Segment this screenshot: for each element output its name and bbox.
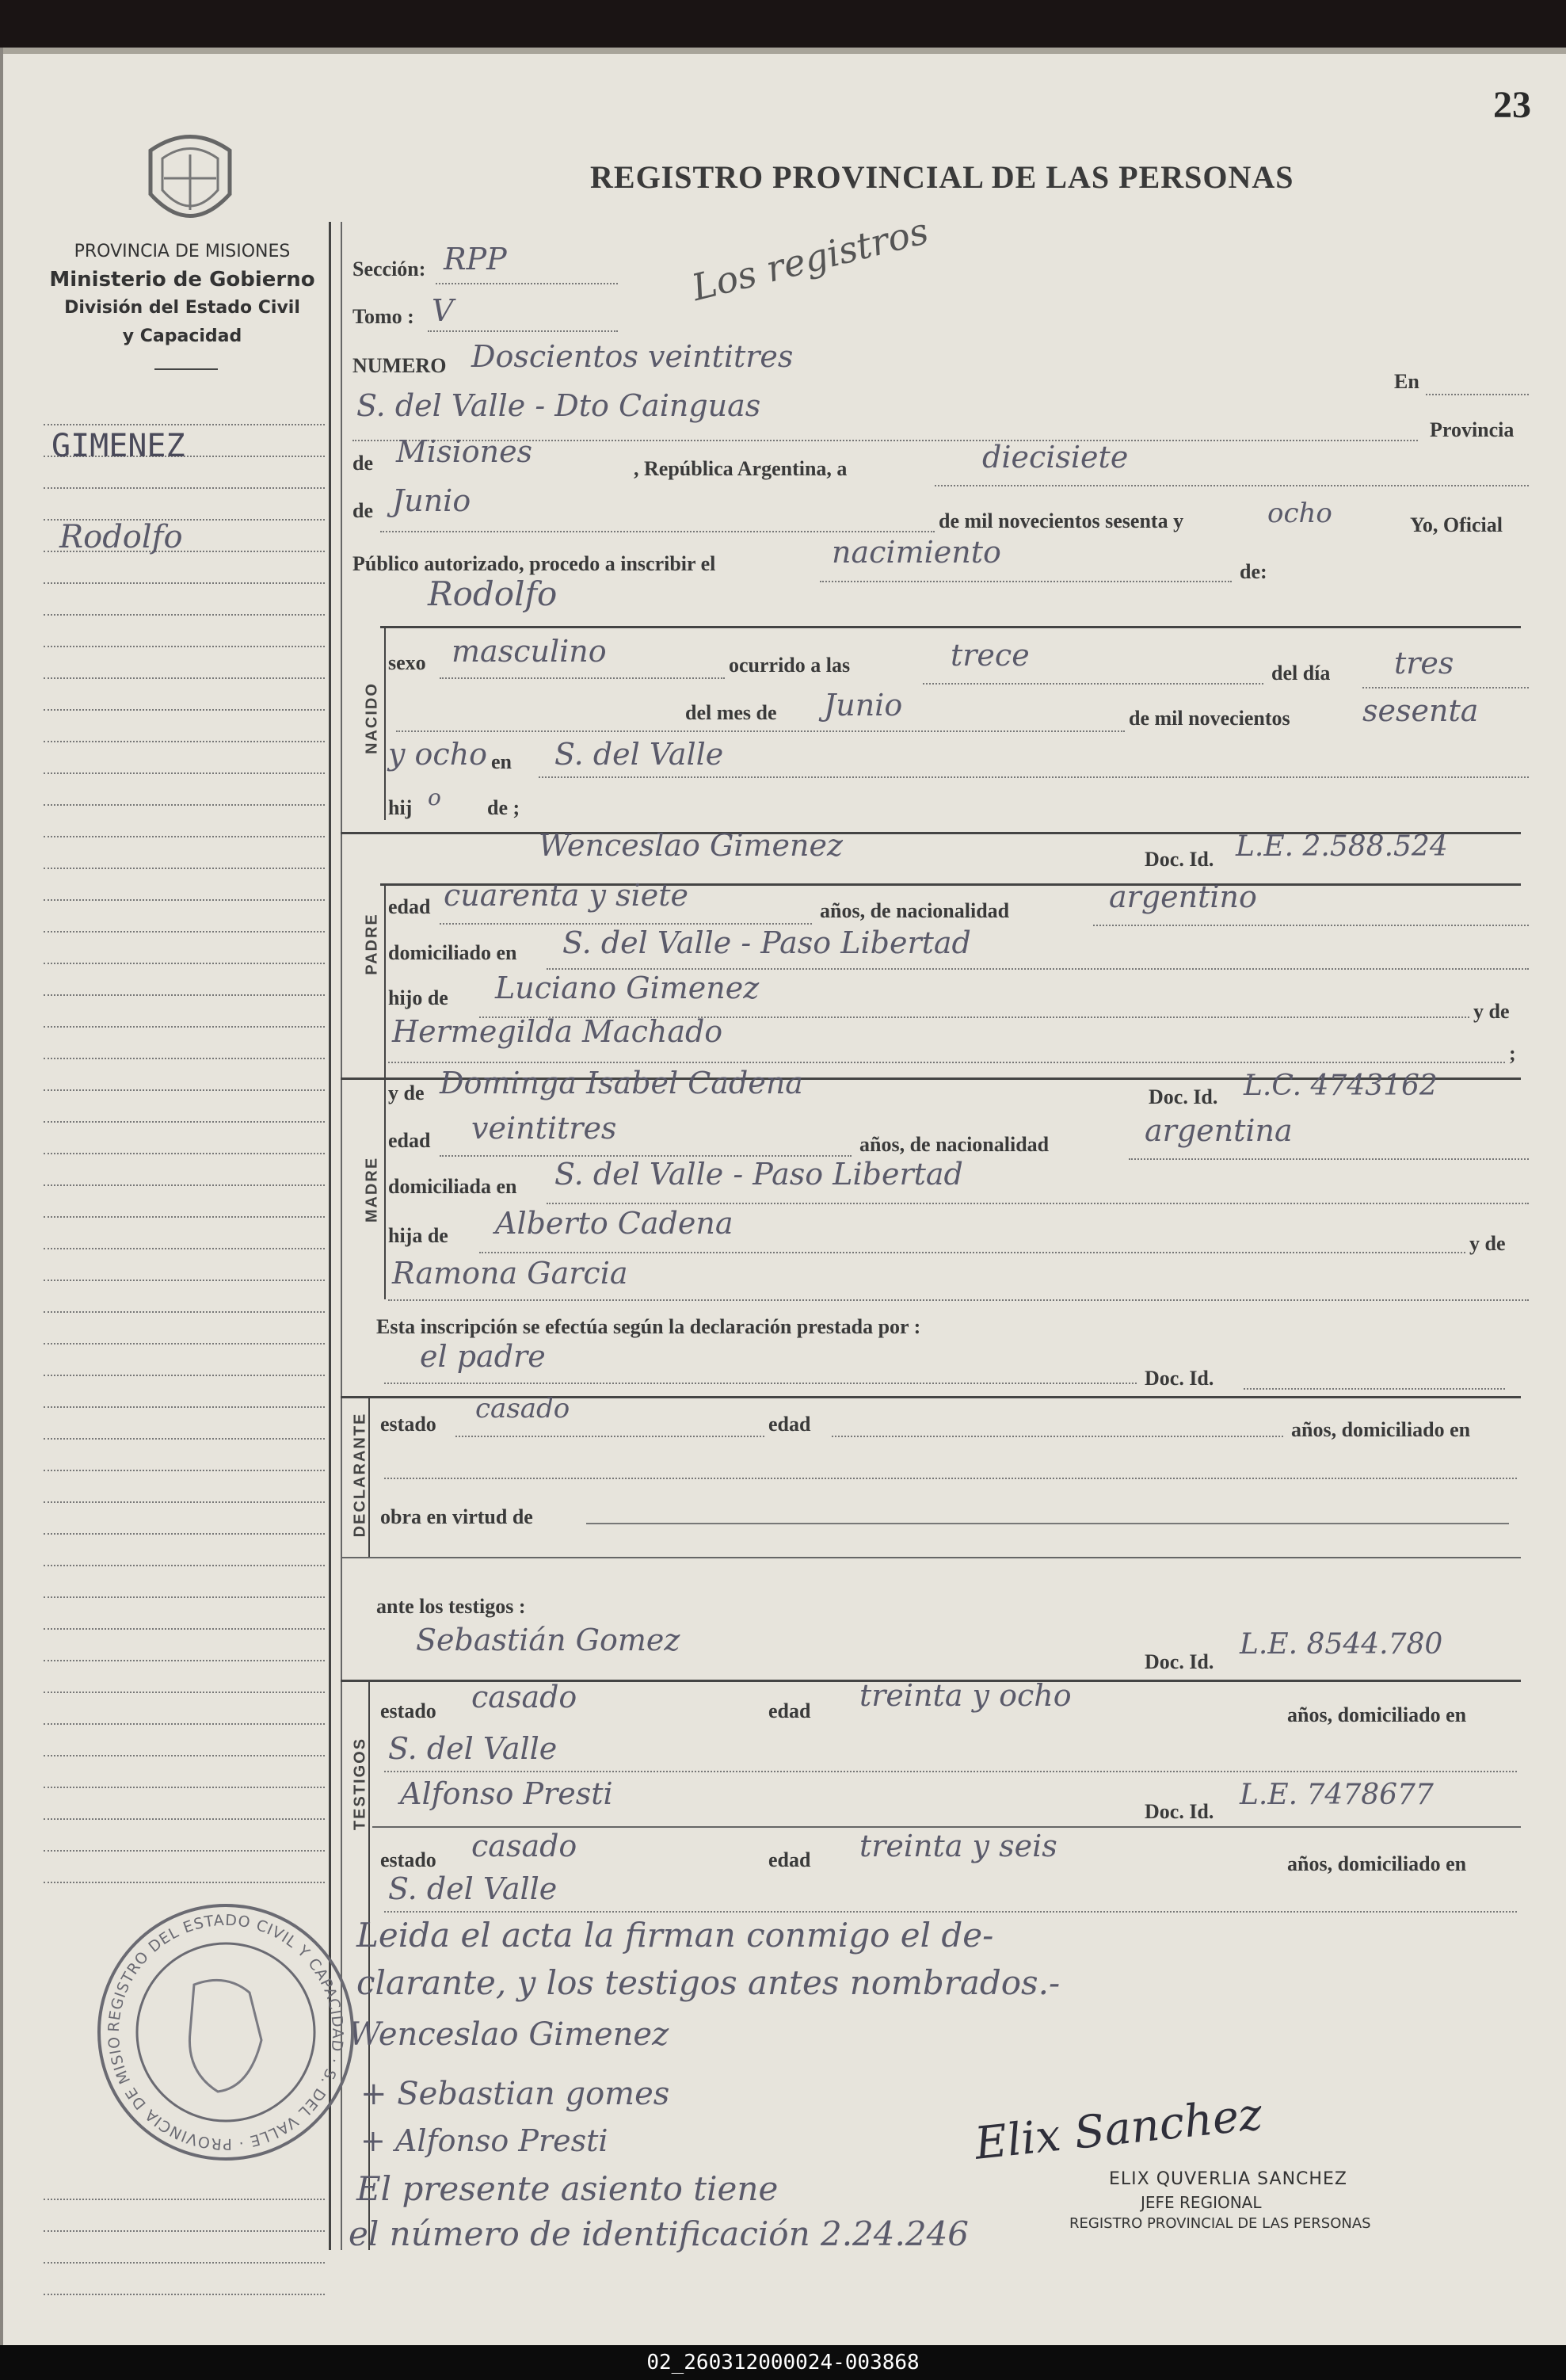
mil-label: de mil novecientos sesenta y bbox=[939, 509, 1184, 532]
margin-dotted-line bbox=[44, 1026, 325, 1028]
en-line bbox=[1426, 394, 1529, 395]
testigo1-edad-label: edad bbox=[768, 1699, 811, 1722]
declarante-estado-line bbox=[455, 1436, 764, 1437]
dia-value: diecisiete bbox=[982, 440, 1129, 475]
testigo2-nombre: Alfonso Presti bbox=[400, 1776, 613, 1811]
margin-dotted-line bbox=[44, 1818, 325, 1820]
oficial-signature: Elix Sanchez bbox=[972, 2088, 1265, 2170]
oficial-label: Yo, Oficial bbox=[1410, 513, 1503, 536]
margin-dotted-line bbox=[44, 1628, 325, 1630]
seccion-label: Sección: bbox=[352, 257, 426, 280]
testigo1-doc-label: Doc. Id. bbox=[1145, 1650, 1214, 1673]
declarante-domicilio-line bbox=[384, 1478, 1517, 1479]
testigos-intro: ante los testigos : bbox=[376, 1595, 526, 1618]
margin-dotted-line bbox=[44, 1755, 325, 1756]
margin-dotted-line bbox=[44, 1470, 325, 1471]
margin-dotted-line bbox=[44, 1533, 325, 1535]
margin-dotted-line bbox=[44, 1438, 325, 1440]
padre-hijo-de-label: hijo de bbox=[388, 986, 448, 1009]
declarante-edad-label: edad bbox=[768, 1413, 811, 1436]
madre-padre-de: Alberto Cadena bbox=[495, 1206, 733, 1241]
official-seal-icon bbox=[91, 1898, 360, 2167]
oficial-name: ELIX QUVERLIA SANCHEZ bbox=[1109, 2169, 1347, 2189]
tomo-label: Tomo : bbox=[352, 305, 414, 328]
madre-domicilio: S. del Valle - Paso Libertad bbox=[554, 1157, 963, 1192]
madre-domicilio-line bbox=[547, 1203, 1529, 1204]
margin-dotted-line bbox=[44, 1596, 325, 1598]
madre-madre-de: Ramona Garcia bbox=[392, 1256, 628, 1291]
firma-declarante: Wenceslao Gimenez bbox=[349, 2016, 669, 2053]
margin-dotted-line bbox=[44, 1216, 325, 1218]
margin-dotted-line bbox=[44, 2199, 325, 2200]
cierre-line2: clarante, y los testigos antes nombrados.- bbox=[356, 1963, 1061, 2002]
acto-line bbox=[820, 581, 1232, 582]
dia-nacido-line bbox=[1362, 687, 1529, 688]
margin-dotted-line bbox=[44, 899, 325, 901]
declarante-bottom-rule bbox=[341, 1557, 1521, 1558]
en-nacido-label: en bbox=[491, 750, 512, 773]
margin-dotted-line bbox=[44, 1406, 325, 1408]
padre-edad-line bbox=[440, 923, 812, 925]
margin-dotted-line bbox=[44, 994, 325, 996]
declarante-anios-label: años, domiciliado en bbox=[1291, 1418, 1471, 1441]
margin-surname: GIMENEZ bbox=[51, 428, 185, 464]
margin-dotted-line bbox=[44, 1375, 325, 1376]
seccion-line bbox=[436, 283, 618, 284]
testigo1-domicilio-line bbox=[384, 1771, 1517, 1772]
nacido-label: NACIDO bbox=[363, 682, 381, 754]
madre-side-rule bbox=[384, 1077, 386, 1299]
madre-nacionalidad: argentina bbox=[1145, 1113, 1293, 1148]
margin-dotted-line bbox=[44, 1280, 325, 1281]
padre-domicilio-label: domiciliado en bbox=[388, 941, 517, 964]
testigo1-domicilio: S. del Valle bbox=[388, 1731, 558, 1766]
testigo2-rule bbox=[372, 1826, 1521, 1828]
declarante-nombre: el padre bbox=[420, 1339, 546, 1374]
padre-domicilio-line bbox=[547, 968, 1529, 970]
del-dia-label: del día bbox=[1271, 662, 1331, 685]
margin-dotted-line bbox=[44, 1121, 325, 1123]
madre-doc: L.C. 4743162 bbox=[1244, 1070, 1438, 1102]
file-id: 02_260312000024-003868 bbox=[646, 2351, 920, 2374]
testigos-label: TESTIGOS bbox=[351, 1737, 369, 1831]
anio-value: ocho bbox=[1267, 498, 1332, 529]
mes-line bbox=[380, 531, 935, 532]
de2-label: de bbox=[352, 499, 373, 522]
testigo2-estado-label: estado bbox=[380, 1848, 436, 1871]
header-division: División del Estado Civil bbox=[64, 298, 300, 318]
oficial-title: JEFE REGIONAL bbox=[1141, 2193, 1262, 2212]
madre-nacionalidad-line bbox=[1129, 1158, 1529, 1160]
madre-y-de-label: y de bbox=[1469, 1232, 1506, 1255]
madre-y-de-label: y de bbox=[388, 1081, 425, 1104]
provincia-value: Misiones bbox=[396, 434, 533, 469]
padre-edad-label: edad bbox=[388, 895, 431, 918]
padre-padre-de: Luciano Gimenez bbox=[495, 971, 760, 1005]
margin-dotted-line bbox=[44, 1184, 325, 1186]
madre-label: MADRE bbox=[363, 1156, 381, 1223]
cierre-line1: Leida el acta la firman conmigo el de- bbox=[356, 1916, 994, 1955]
testigo2-anios-label: años, domiciliado en bbox=[1287, 1852, 1467, 1875]
testigo1-edad: treinta y ocho bbox=[859, 1678, 1072, 1713]
declarante-nombre-line bbox=[384, 1383, 1137, 1384]
hijo-suffix: o bbox=[428, 784, 441, 810]
margin-dotted-line bbox=[44, 1248, 325, 1249]
madre-nombre: Dominga Isabel Cadena bbox=[440, 1066, 803, 1100]
testigo1-doc: L.E. 8544.780 bbox=[1240, 1628, 1443, 1661]
publico-label: Público autorizado, procedo a inscribir el bbox=[352, 552, 716, 575]
testigo2-domicilio: S. del Valle bbox=[388, 1871, 558, 1906]
margin-dotted-line bbox=[44, 646, 325, 647]
declarante-estado: casado bbox=[475, 1393, 570, 1425]
ocurrido-label: ocurrido a las bbox=[729, 654, 851, 677]
margin-dotted-line bbox=[44, 1153, 325, 1154]
sexo-line bbox=[440, 677, 725, 679]
testigo1-estado: casado bbox=[471, 1680, 577, 1714]
declarante-intro: Esta inscripción se efectúa según la declaración prestada por : bbox=[376, 1315, 921, 1338]
padre-y-de-label: y de bbox=[1473, 1000, 1510, 1023]
madre-edad: veintitres bbox=[471, 1111, 617, 1146]
testigo2-estado: casado bbox=[471, 1829, 577, 1863]
madre-anios-label: años, de nacionalidad bbox=[859, 1133, 1050, 1156]
margin-dotted-line bbox=[44, 1787, 325, 1788]
lugar-value: S. del Valle - Dto Cainguas bbox=[356, 388, 761, 423]
coat-of-arms-icon bbox=[139, 127, 242, 238]
page-edge bbox=[0, 48, 3, 2345]
testigo1-nombre: Sebastián Gomez bbox=[416, 1623, 680, 1657]
stamp-overlay: Los registros bbox=[688, 208, 933, 310]
dia-nacido-value: tres bbox=[1394, 646, 1454, 681]
svg-text:REGISTRO DEL ESTADO CIVIL Y CA: REGISTRO DEL ESTADO CIVIL Y CAPACIDAD · S. DEL VALLE · PROVINCIA DE MISIO bbox=[105, 1911, 347, 2153]
header-capacity: y Capacidad bbox=[122, 326, 242, 346]
mes-nacido-line bbox=[396, 730, 1125, 732]
margin-dotted-line bbox=[44, 1311, 325, 1313]
declarante-label: DECLARANTE bbox=[351, 1412, 369, 1538]
declarante-doc-label: Doc. Id. bbox=[1145, 1367, 1214, 1390]
padre-edad: cuarenta y siete bbox=[444, 878, 688, 913]
provincia-label: Provincia bbox=[1430, 418, 1515, 441]
margin-dotted-line bbox=[44, 836, 325, 837]
margin-dotted-line bbox=[44, 804, 325, 806]
margin-dotted-line bbox=[44, 1723, 325, 1725]
padre-nombre: Wenceslao Gimenez bbox=[539, 828, 843, 863]
margin-dotted-line bbox=[44, 772, 325, 774]
testigo1-anios-label: años, domiciliado en bbox=[1287, 1703, 1467, 1726]
margin-dotted-line bbox=[44, 1882, 325, 1883]
margin-dotted-line bbox=[44, 582, 325, 584]
testigo2-doc-label: Doc. Id. bbox=[1145, 1800, 1214, 1823]
firma-testigo1: + Sebastian gomes bbox=[360, 2076, 670, 2112]
mes-value: Junio bbox=[392, 483, 471, 518]
padre-doc-label: Doc. Id. bbox=[1145, 848, 1214, 871]
anio-b-value: y ocho bbox=[388, 737, 488, 772]
tomo-line bbox=[428, 330, 618, 332]
padre-doc: L.E. 2.588.524 bbox=[1236, 830, 1448, 863]
margin-dotted-line bbox=[44, 1660, 325, 1661]
seccion-value: RPP bbox=[444, 242, 507, 277]
padre-label: PADRE bbox=[363, 913, 381, 975]
testigo1-estado-label: estado bbox=[380, 1699, 436, 1722]
madre-padre-line bbox=[479, 1252, 1465, 1253]
padre-semicolon: ; bbox=[1509, 1042, 1516, 1065]
testigo2-doc: L.E. 7478677 bbox=[1240, 1779, 1434, 1811]
margin-dotted-line bbox=[44, 1058, 325, 1059]
padre-madre-de: Hermegilda Machado bbox=[392, 1014, 723, 1049]
sexo-label: sexo bbox=[388, 651, 426, 674]
mil-nacido-label: de mil novecientos bbox=[1129, 707, 1290, 730]
nacido-side-rule bbox=[384, 626, 386, 820]
margin-dotted-line bbox=[44, 931, 325, 933]
nacido-top-rule bbox=[380, 626, 1521, 628]
madre-doc-label: Doc. Id. bbox=[1149, 1085, 1218, 1108]
declarante-obra-label: obra en virtud de bbox=[380, 1505, 533, 1528]
numero-value: Doscientos veintitres bbox=[471, 339, 794, 374]
declarante-edad-line bbox=[832, 1436, 1283, 1437]
del-mes-label: del mes de bbox=[685, 701, 777, 724]
margin-given-name: Rodolfo bbox=[59, 519, 183, 555]
padre-domicilio: S. del Valle - Paso Libertad bbox=[562, 925, 971, 960]
declarante-doc-line bbox=[1244, 1388, 1505, 1390]
mes-nacido-value: Junio bbox=[824, 688, 903, 723]
margin-dotted-line bbox=[44, 2262, 325, 2264]
margin-dotted-line bbox=[44, 677, 325, 679]
page-number: 23 bbox=[1493, 84, 1531, 126]
margin-dotted-line bbox=[44, 1501, 325, 1503]
header-ministry: Ministerio de Gobierno bbox=[49, 268, 315, 292]
margin-dotted-line bbox=[44, 868, 325, 869]
nota-line2: el número de identificación 2.24.246 bbox=[349, 2214, 970, 2253]
sexo-value: masculino bbox=[452, 634, 607, 669]
padre-side-rule bbox=[384, 883, 386, 1081]
hijo-label: hij bbox=[388, 796, 413, 819]
nacido-nombre: Rodolfo bbox=[428, 574, 558, 613]
margin-dotted-line bbox=[44, 614, 325, 616]
numero-label: NUMERO bbox=[352, 354, 447, 377]
padre-anios-label: años, de nacionalidad bbox=[820, 899, 1010, 922]
header-underline bbox=[154, 368, 218, 370]
de-label: de bbox=[352, 452, 373, 475]
anio-a-value: sesenta bbox=[1362, 693, 1479, 728]
nota-line1: El presente asiento tiene bbox=[356, 2169, 779, 2208]
republica-label: , República Argentina, a bbox=[634, 457, 848, 480]
firma-testigo2: + Alfonso Presti bbox=[360, 2123, 608, 2158]
margin-dotted-line bbox=[44, 2230, 325, 2232]
madre-madre-line bbox=[388, 1299, 1529, 1301]
declarante-obra-line bbox=[586, 1523, 1509, 1524]
margin-dotted-line bbox=[44, 1850, 325, 1852]
header-province: PROVINCIA DE MISIONES bbox=[74, 242, 291, 261]
testigo2-domicilio-line bbox=[384, 1911, 1517, 1913]
madre-domicilio-label: domiciliada en bbox=[388, 1175, 517, 1198]
margin-dotted-line bbox=[44, 1343, 325, 1344]
lugar-nacido-line bbox=[539, 776, 1529, 778]
tomo-value: V bbox=[432, 293, 454, 328]
hijo-de-label: de ; bbox=[487, 796, 520, 819]
page-title: REGISTRO PROVINCIAL DE LAS PERSONAS bbox=[590, 159, 1294, 195]
oficial-registry: REGISTRO PROVINCIAL DE LAS PERSONAS bbox=[1069, 2215, 1371, 2232]
declarante-estado-label: estado bbox=[380, 1413, 436, 1436]
margin-dotted-line bbox=[44, 424, 325, 425]
padre-nacionalidad-line bbox=[1093, 925, 1529, 926]
hora-line bbox=[923, 683, 1263, 685]
madre-hija-de-label: hija de bbox=[388, 1224, 448, 1247]
madre-edad-label: edad bbox=[388, 1129, 431, 1152]
margin-dotted-line bbox=[44, 963, 325, 964]
margin-dotted-line bbox=[44, 1565, 325, 1566]
en-label: En bbox=[1394, 370, 1419, 393]
margin-dotted-line bbox=[44, 487, 325, 489]
margin-dotted-line bbox=[44, 2294, 325, 2295]
margin-dotted-line bbox=[44, 1692, 325, 1693]
testigo2-edad: treinta y seis bbox=[859, 1829, 1057, 1863]
margin-dotted-line bbox=[44, 741, 325, 742]
acto-value: nacimiento bbox=[832, 535, 1001, 570]
padre-madre-line bbox=[388, 1062, 1505, 1063]
de-colon-label: de: bbox=[1240, 560, 1267, 583]
padre-nacionalidad: argentino bbox=[1109, 879, 1257, 914]
margin-dotted-line bbox=[44, 709, 325, 711]
margin-dotted-line bbox=[44, 1089, 325, 1091]
testigo2-edad-label: edad bbox=[768, 1848, 811, 1871]
dia-line bbox=[935, 485, 1529, 486]
hora-value: trece bbox=[951, 638, 1030, 673]
lugar-nacido-value: S. del Valle bbox=[554, 737, 724, 772]
